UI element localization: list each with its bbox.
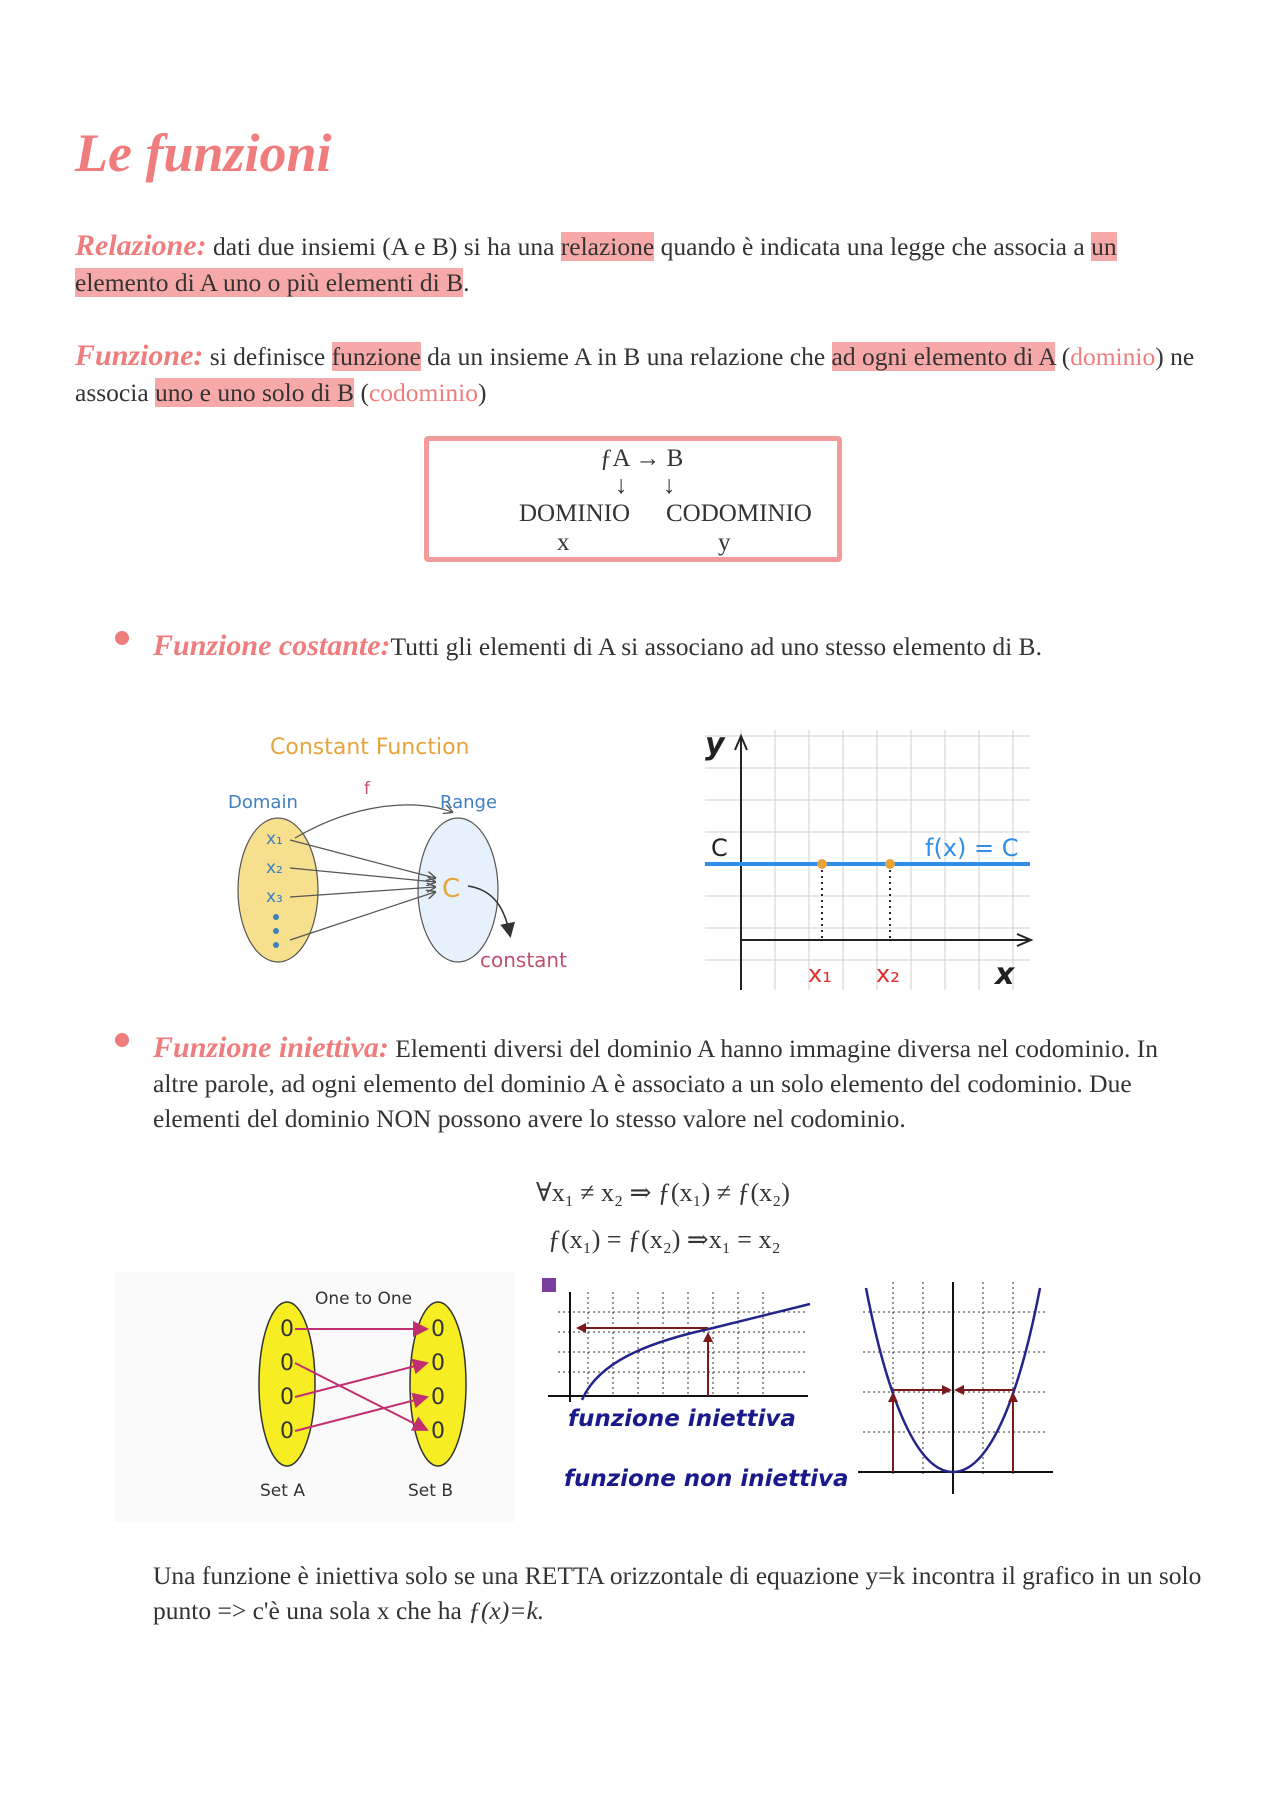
funzione-iniettiva-label: funzione iniettiva (568, 1406, 796, 1432)
x2-label: x₂ (266, 858, 283, 878)
relazione-text: quando è indicata una legge che associa a (654, 232, 1092, 261)
funzione-highlight: funzione (331, 342, 421, 371)
constant-function-diagram (220, 730, 600, 980)
constant-function-graph (695, 720, 1035, 1002)
iniettiva-paragraph (153, 1030, 1203, 1136)
dominio-word: dominio (1070, 342, 1156, 371)
dominio-label: DOMINIO (519, 500, 631, 527)
formula-injective-inverse: ƒ(x₁) = ƒ(x₂) ⇒x₁ = x₂ (548, 1225, 781, 1254)
set-a-element: 0 (280, 1317, 294, 1342)
set-b-element: 0 (431, 1385, 445, 1410)
costante-paragraph (153, 628, 1203, 664)
injective-graph (538, 1272, 838, 1432)
arrow-down-icon: ↓ (663, 472, 676, 499)
funzione-text: si definisce (203, 342, 332, 371)
app-icon (542, 1278, 556, 1292)
funzione-non-iniettiva-label: funzione non iniettiva (564, 1466, 849, 1492)
conclusione-formula: ƒ(x)=k. (468, 1596, 545, 1625)
arrow-down-icon: ↓ (615, 472, 628, 499)
one-to-one-diagram (115, 1272, 515, 1522)
relazione-term: Relazione: (75, 229, 207, 262)
costante-text: Tutti gli elementi di A si associano ad uno stesso elemento di B. (390, 632, 1042, 661)
constant-function-title: Constant Function (270, 735, 470, 760)
relazione-paragraph (75, 228, 1205, 301)
set-b-label: Set B (408, 1481, 453, 1501)
funzione-paragraph (75, 338, 1205, 411)
non-injective-label-area (560, 1458, 860, 1498)
set-b-element: 0 (431, 1317, 445, 1342)
arrow-up-icon (1008, 1392, 1018, 1402)
arrow-left-icon (576, 1323, 586, 1333)
iniettiva-text: Elementi diversi del dominio A hanno immagine diversa nel codominio. In altre parole, ad ogni elemento del dominio A è associato a un solo elemento del codominio. Due elementi del dominio NON possono avere lo stesso valore nel codominio. (153, 1034, 1158, 1133)
funzione-text: ) (478, 378, 487, 407)
fx-equals-c-label: f(x) = C (925, 834, 1019, 862)
funzione-highlight: uno e uno solo di B (155, 378, 355, 407)
y-label: y (718, 529, 731, 556)
funzione-term: Funzione: (75, 339, 204, 372)
set-a-element: 0 (280, 1419, 294, 1444)
mapping-notation: ƒA → B (600, 445, 684, 472)
set-b-element: 0 (431, 1419, 445, 1444)
x1-label: x₁ (266, 829, 283, 849)
page-title: Le funzioni (75, 123, 332, 183)
domain-label: Domain (228, 792, 298, 813)
relazione-text: . (463, 268, 470, 297)
non-injective-graph (858, 1272, 1058, 1497)
graph-x-label: x (995, 957, 1015, 992)
graph-c-label: C (711, 834, 728, 862)
c-label: C (442, 874, 461, 904)
conclusione-text: Una funzione è iniettiva solo se una RETTA orizzontale di equazione y=k incontra il grafico in un solo punto => c'è una sola x che ha (153, 1561, 1202, 1625)
funzione-text: da un insieme A in B una relazione che (420, 342, 832, 371)
arrow-up-icon (888, 1392, 898, 1402)
one-to-one-title: One to One (315, 1289, 413, 1309)
injective-curve (582, 1304, 810, 1400)
graph-x1-label: x₁ (808, 960, 832, 988)
funzione-text: ( (354, 378, 369, 407)
set-a-label: Set A (260, 1481, 305, 1501)
dot-icon (273, 942, 279, 948)
constant-label: constant (480, 948, 567, 972)
set-b-element: 0 (431, 1351, 445, 1376)
relazione-text: dati due insiemi (A e B) si ha una (206, 232, 561, 261)
bullet-icon (115, 1033, 129, 1047)
point-x2 (885, 859, 895, 869)
conclusione-paragraph (153, 1558, 1203, 1628)
point-x1 (817, 859, 827, 869)
funzione-text: ) ne associa (75, 342, 1195, 407)
domain-codomain-box (424, 436, 842, 562)
relazione-highlight: relazione (560, 232, 655, 261)
graph-y-label: y (705, 727, 725, 762)
funzione-text: ( (1055, 342, 1071, 371)
arrow-right-icon (942, 1385, 952, 1395)
costante-term: Funzione costante: (153, 629, 391, 662)
dot-icon (273, 928, 279, 934)
graph-grid (863, 1282, 1048, 1477)
x3-label: x₃ (266, 887, 283, 907)
f-label: f (364, 779, 370, 799)
bullet-icon (115, 631, 129, 645)
range-label: Range (440, 792, 498, 813)
codominio-word: codominio (368, 378, 479, 407)
x-label: x (557, 529, 570, 556)
f-arrow (295, 805, 452, 838)
formula-injective: ∀x₁ ≠ x₂ ⇒ ƒ(x₁) ≠ ƒ(x₂) (536, 1178, 790, 1207)
graph-x2-label: x₂ (876, 960, 900, 988)
set-a-element: 0 (280, 1385, 294, 1410)
iniettiva-term: Funzione iniettiva: (153, 1031, 389, 1064)
dot-icon (273, 914, 279, 920)
set-a-element: 0 (280, 1351, 294, 1376)
codominio-label: CODOMINIO (666, 500, 812, 527)
arrow-up-icon (703, 1332, 713, 1342)
arrow-left-icon (954, 1385, 964, 1395)
funzione-highlight: ad ogni elemento di A (831, 342, 1056, 371)
relazione-highlight: un elemento di A uno o più elementi di B (75, 232, 1117, 297)
